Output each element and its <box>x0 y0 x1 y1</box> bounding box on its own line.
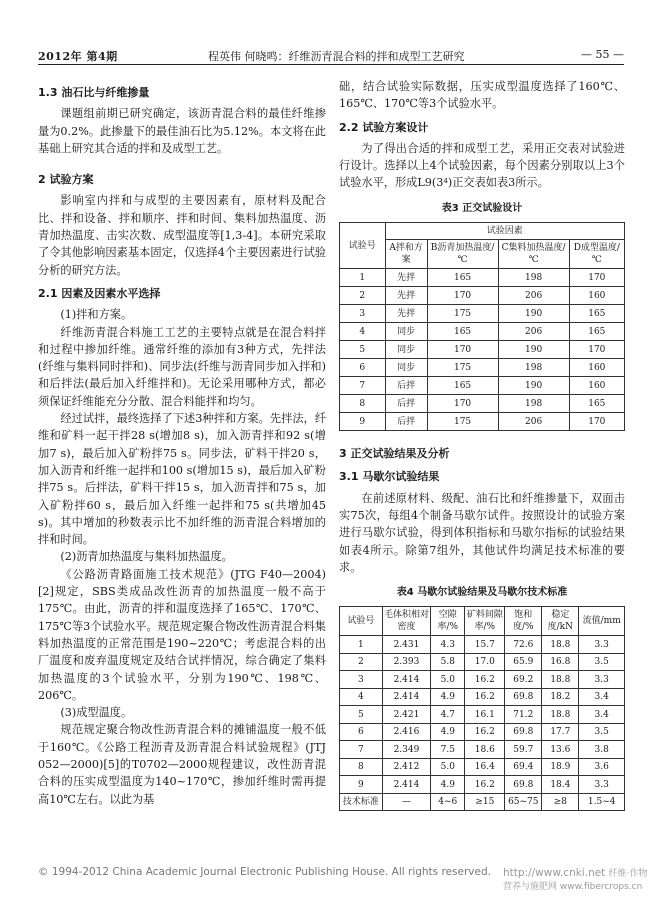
table-cell: 18.8 <box>542 636 579 654</box>
table-cell: 170 <box>569 341 624 359</box>
table-cell: 5.0 <box>431 758 465 776</box>
table-cell: 3.4 <box>579 706 625 724</box>
table-row <box>340 413 625 431</box>
section-heading: 2.1 因素及因素水平选择 <box>38 286 161 300</box>
table-cell: 2 <box>340 653 383 671</box>
table-cell: 16.2 <box>465 671 505 689</box>
subsection-label: (3)成型温度。 <box>60 706 133 720</box>
table-cell: 同步 <box>385 341 427 359</box>
table-row <box>340 723 625 741</box>
table-row <box>340 323 625 341</box>
table3-header-b: B沥青加热温度/℃ <box>427 240 498 269</box>
table-cell: 16.1 <box>465 706 505 724</box>
section-heading: 2 试验方案 <box>38 173 94 187</box>
section-heading: 3 正交试验结果及分析 <box>339 447 450 461</box>
table-cell: 先拌 <box>385 287 427 305</box>
table-cell: 3.3 <box>579 636 625 654</box>
table-cell: 3.5 <box>579 653 625 671</box>
body-paragraph: 影响室内拌和与成型的主要因素有，原材料及配合比、拌和设备、拌和顺序、拌和时间、集料加热温度、沥青加热温度、击实次数、成型温度等[1,3-4]。本研究采取了令其他影响因素基本固定，仅选择4个主要因素进行试验分析的研究方法。 <box>38 194 326 277</box>
table-cell: 198 <box>498 269 569 287</box>
table3-header-c: C集料加热温度/℃ <box>498 240 569 269</box>
table-cell: 165 <box>569 305 624 323</box>
body-paragraph: 《公路沥青路面施工技术规范》(JTG F40—2004)[2]规定，SBS类成品改性沥青的加热温度一般不高于175℃。由此，沥青的拌和温度选择了165℃、170℃、175℃等3个试验水平。规范规定聚合物改性沥青混合料集料加热温度的正常范围是190~220℃；考虑混合料的出厂温度和废弃温度规定及结合试拌情况，综合确定了集料加热温度的3个试验水平，分别为190℃、198℃、206℃。 <box>38 567 326 702</box>
table-cell: 4~6 <box>431 793 465 811</box>
section-heading: 3.1 马歇尔试验结果 <box>339 470 440 484</box>
table-cell: 160 <box>569 359 624 377</box>
table-cell: ≥15 <box>465 793 505 811</box>
table-cell: 206 <box>498 323 569 341</box>
table-cell: 2.431 <box>382 636 430 654</box>
right-column <box>339 78 625 811</box>
table-cell: 4.9 <box>431 723 465 741</box>
table-cell: 69.8 <box>505 688 542 706</box>
table-cell: 16.2 <box>465 723 505 741</box>
table-cell: 1 <box>340 636 383 654</box>
table-cell: 72.6 <box>505 636 542 654</box>
table-cell: 175 <box>427 413 498 431</box>
table-cell: — <box>382 793 430 811</box>
table3-header-a: A拌和方案 <box>385 240 427 269</box>
table-cell: 69.4 <box>505 758 542 776</box>
table-cell: 71.2 <box>505 706 542 724</box>
table3-title: 表3 正交试验设计 <box>441 202 523 214</box>
table-row <box>340 377 625 395</box>
table4-header-cell: 饱和度/% <box>505 607 542 636</box>
subsection-label: (2)沥青加热温度与集料加热温度。 <box>60 550 233 564</box>
table-cell: 2.414 <box>382 776 430 794</box>
table-cell: 3.3 <box>579 671 625 689</box>
table-cell: 5 <box>340 706 383 724</box>
table4-header-cell: 流值/mm <box>579 607 625 636</box>
table-cell: 165 <box>427 269 498 287</box>
table-row <box>340 305 625 323</box>
table-cell: 后拌 <box>385 413 427 431</box>
cnki-url[interactable]: http://www.cnki.net <box>503 867 606 879</box>
table-cell: 65.9 <box>505 653 542 671</box>
running-header <box>38 46 624 66</box>
table-cell: 3.6 <box>579 758 625 776</box>
table-cell: 1.5~4 <box>579 793 625 811</box>
table-cell: 3.8 <box>579 741 625 759</box>
table-cell: 8 <box>340 395 386 413</box>
table-cell: 190 <box>498 305 569 323</box>
table-cell: 6 <box>340 723 383 741</box>
table-cell: 3 <box>340 671 383 689</box>
table-cell: 4 <box>340 323 386 341</box>
table-cell: 206 <box>498 413 569 431</box>
table-cell: 170 <box>427 341 498 359</box>
body-paragraph: 规范规定聚合物改性沥青混合料的摊铺温度一般不低于160℃。《公路工程沥青及沥青混合料试验规程》(JTJ 052—2000)[5]的T0702—2000规程建议，改性沥青混合料的压实成型温度为140~170℃，掺加纤维时需再提高10℃左右。以此为基 <box>38 723 326 806</box>
table4-header-cell: 稳定度/kN <box>542 607 579 636</box>
watermark-url <box>503 866 656 892</box>
page-number: — 55 — <box>581 48 624 61</box>
table-cell: 5.0 <box>431 671 465 689</box>
left-column <box>38 78 326 808</box>
table-cell: 同步 <box>385 359 427 377</box>
table-cell: 16.8 <box>542 653 579 671</box>
table-cell: 4.7 <box>431 706 465 724</box>
header-rule <box>38 64 624 65</box>
table4-header-cell: 矿料间隙率/% <box>465 607 505 636</box>
table-cell: 2.393 <box>382 653 430 671</box>
table-cell: 69.8 <box>505 776 542 794</box>
table-cell: 16.2 <box>465 776 505 794</box>
table-row <box>340 653 625 671</box>
table-cell: 17.7 <box>542 723 579 741</box>
table-row <box>340 359 625 377</box>
issue-label: 2012年 第4期 <box>38 50 118 63</box>
table-row <box>340 269 625 287</box>
table-row <box>340 341 625 359</box>
table-cell: 2.421 <box>382 706 430 724</box>
right-top-text <box>339 78 625 192</box>
table-cell: 4 <box>340 688 383 706</box>
table4 <box>339 606 625 811</box>
table-cell: 后拌 <box>385 395 427 413</box>
table-cell: 2 <box>340 287 386 305</box>
table-cell: 2.416 <box>382 723 430 741</box>
article-running-title: 程英伟 何晓鸣：纤维沥青混合料的拌和成型工艺研究 <box>208 50 465 63</box>
table-cell: 技术标准 <box>340 793 383 811</box>
table-cell: 160 <box>569 377 624 395</box>
table-cell: 165 <box>569 395 624 413</box>
table-cell: 170 <box>427 395 498 413</box>
table-cell: 3 <box>340 305 386 323</box>
table-cell: 2.414 <box>382 688 430 706</box>
table-cell: 18.2 <box>542 688 579 706</box>
table-cell: 15.7 <box>465 636 505 654</box>
site-watermark: 纤维·作物营养与施肥网 www.fibercrops.cn <box>503 869 648 892</box>
table-cell: 17.0 <box>465 653 505 671</box>
table-cell: 198 <box>498 359 569 377</box>
table-cell: 4.9 <box>431 776 465 794</box>
table-cell: 3.4 <box>579 688 625 706</box>
right-mid-text <box>339 445 625 576</box>
body-paragraph: 课题组前期已研究确定，该沥青混合料的最佳纤维掺量为0.2%。此掺量下的最佳油石比为5.12%。本文将在此基础上研究其合适的拌和及成型工艺。 <box>38 107 326 155</box>
table-cell: 160 <box>569 287 624 305</box>
table-cell: 18.8 <box>542 671 579 689</box>
table-row <box>340 793 625 811</box>
table-cell: 59.7 <box>505 741 542 759</box>
table-row <box>340 671 625 689</box>
body-paragraph: 纤维沥青混合料施工工艺的主要特点就是在混合料拌和过程中掺加纤维。通常纤维的添加有3种方式，先拌法(纤维与集料同时拌和)、同步法(纤维与沥青同步加入拌和)和后拌法(最后加入纤维拌和)。无论采用哪种方式，都必须保证纤维能充分分散、混合料能拌和均匀。 <box>38 325 326 408</box>
table3 <box>339 222 625 431</box>
table4-header-cell: 毛体积相对密度 <box>382 607 430 636</box>
table-cell: 9 <box>340 776 383 794</box>
table-cell: 190 <box>498 377 569 395</box>
body-paragraph: 经过试拌，最终选择了下述3种拌和方案。先拌法，纤维和矿料一起干拌28 s(增加8 s)，加入沥青拌和92 s(增加7 s)，最后加入矿粉拌75 s。同步法，矿料干拌20 s，加入沥青和纤维一起拌和100 s(增加15 s)，最后加入矿粉拌75 s。后拌法，矿料干拌15 s，加入沥青拌和75 s，加入矿粉拌60 s，最后加入纤维一起拌和75 s(共增加45 s)。其中增加的秒数表示比不加纤维的沥青混合料增加的拌和时间。 <box>38 412 326 547</box>
table-cell: 170 <box>427 287 498 305</box>
table-row <box>340 287 625 305</box>
body-paragraph: 为了得出合适的拌和成型工艺，采用正交表对试验进行设计。选择以上4个试验因素，每个因素分别取以上3个试验水平，形成L9(3⁴)正交表如表3所示。 <box>339 141 625 190</box>
table-cell: 先拌 <box>385 269 427 287</box>
table-row <box>340 706 625 724</box>
table4-header-cell: 空隙率/% <box>431 607 465 636</box>
body-paragraph: 在前述原材料、级配、油石比和纤维掺量下，双面击实75次，每组4个制备马歇尔试件。按照设计的试验方案进行马歇尔试验，得到体积指标和马歇尔指标的试验结果如表4所示。除第7组外，其他试件均满足技术标准的要求。 <box>339 491 625 574</box>
table-cell: 69.2 <box>505 671 542 689</box>
table-row <box>340 688 625 706</box>
table-cell: 3.3 <box>579 776 625 794</box>
copyright-footer: © 1994-2012 China Academic Journal Electronic Publishing House. All rights reserved. <box>38 866 491 878</box>
table-cell: 16.2 <box>465 688 505 706</box>
table-cell: 5 <box>340 341 386 359</box>
table-cell: 13.6 <box>542 741 579 759</box>
table4-header-cell: 试验号 <box>340 607 383 636</box>
table3-group-header: 试验因素 <box>385 223 624 240</box>
table-row <box>340 758 625 776</box>
table-cell: 16.4 <box>465 758 505 776</box>
table-cell: 先拌 <box>385 305 427 323</box>
table-cell: 2.412 <box>382 758 430 776</box>
table3-header-d: D成型温度/℃ <box>569 240 624 269</box>
table-cell: 5.8 <box>431 653 465 671</box>
section-heading: 1.3 油石比与纤维掺量 <box>38 86 150 99</box>
table-row <box>340 741 625 759</box>
table-cell: 7.5 <box>431 741 465 759</box>
section-heading: 2.2 试验方案设计 <box>339 120 429 134</box>
table-cell: 4.9 <box>431 688 465 706</box>
table-cell: 198 <box>498 395 569 413</box>
body-paragraph: 础，结合试验实际数据，压实成型温度选择了160℃、165℃、170℃等3个试验水平。 <box>339 80 625 111</box>
table-cell: 175 <box>427 359 498 377</box>
table-cell: 18.8 <box>542 706 579 724</box>
table-row <box>340 636 625 654</box>
table-cell: 18.6 <box>465 741 505 759</box>
table-cell: 165 <box>427 323 498 341</box>
table-cell: 2.349 <box>382 741 430 759</box>
table-cell: 18.9 <box>542 758 579 776</box>
table-cell: 后拌 <box>385 377 427 395</box>
table-cell: 18.4 <box>542 776 579 794</box>
table-cell: 170 <box>569 269 624 287</box>
table-cell: 7 <box>340 377 386 395</box>
table-cell: ≥8 <box>542 793 579 811</box>
table-cell: 同步 <box>385 323 427 341</box>
table-cell: 170 <box>569 413 624 431</box>
table-cell: 175 <box>427 305 498 323</box>
subsection-label: (1)拌和方案。 <box>60 308 133 322</box>
table-cell: 8 <box>340 758 383 776</box>
table-cell: 1 <box>340 269 386 287</box>
table-cell: 6 <box>340 359 386 377</box>
table-cell: 3.5 <box>579 723 625 741</box>
table4-title: 表4 马歇尔试验结果及马歇尔技术标准 <box>396 587 568 599</box>
table3-test-header: 试验号 <box>340 223 386 269</box>
table-cell: 7 <box>340 741 383 759</box>
table-cell: 2.414 <box>382 671 430 689</box>
table-cell: 4.3 <box>431 636 465 654</box>
table-row <box>340 776 625 794</box>
table-cell: 69.8 <box>505 723 542 741</box>
table-cell: 9 <box>340 413 386 431</box>
table-cell: 190 <box>498 341 569 359</box>
table-cell: 206 <box>498 287 569 305</box>
table-row <box>340 395 625 413</box>
table-cell: 165 <box>569 323 624 341</box>
table-cell: 65~75 <box>505 793 542 811</box>
table-cell: 165 <box>427 377 498 395</box>
